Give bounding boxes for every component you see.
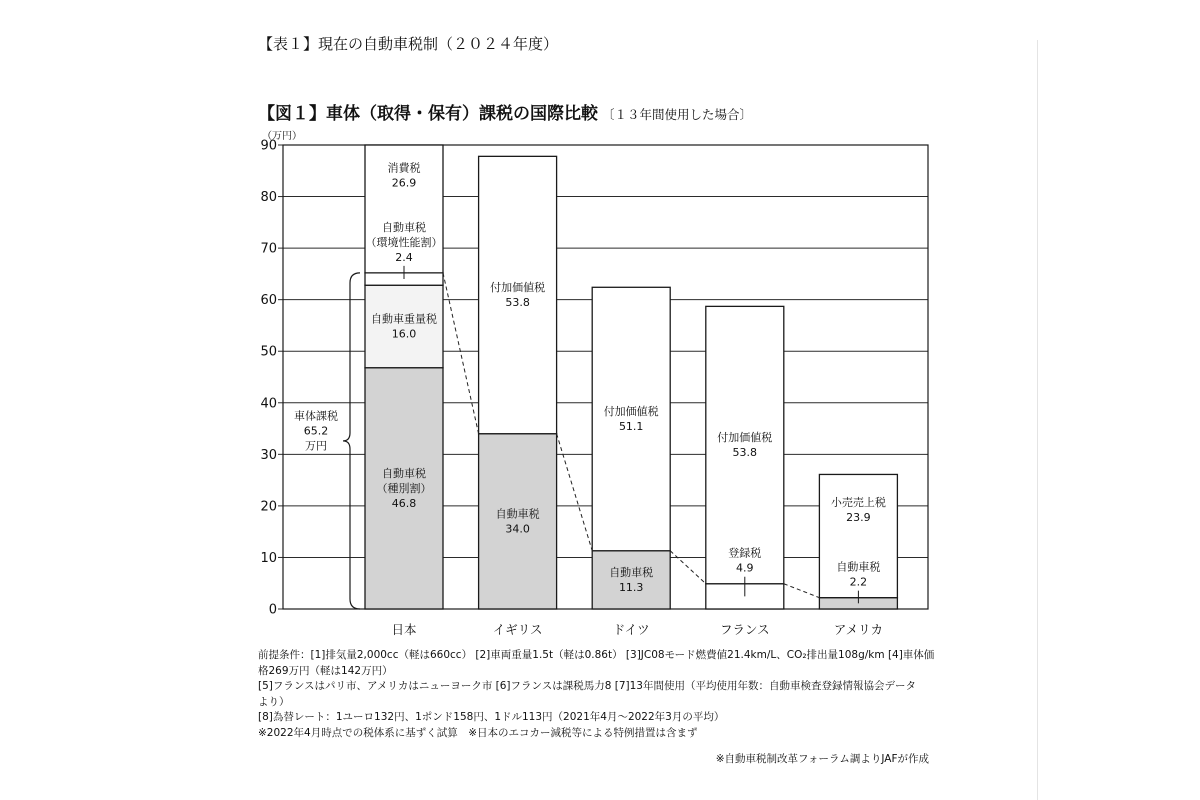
segment-label: 自動車税 [382,466,426,480]
figure-subtitle: 〔１３年間使用した場合〕 [602,107,753,122]
segment-label: 自動車税 [609,565,654,579]
segment-label: 51.1 [618,420,644,434]
segment-label: 登録税 [728,546,762,560]
bar-segment [479,434,557,609]
source-credit: ※自動車税制改革フォーラム調よりJAFが作成 [715,753,929,765]
figure-title-text: 【図１】車体（取得・保有）課税の国際比較 [258,104,598,124]
bracket-label: 65.2 [303,424,329,438]
bar-segment [592,287,670,550]
connector-line [670,551,706,584]
footnotes [258,648,934,741]
footnote-line: より） [258,695,290,708]
segment-label: 46.8 [391,496,417,510]
bar-segment [592,551,670,609]
y-axis-unit-label: （万円） [262,131,302,142]
x-tick-label: 日本 [391,622,417,637]
segment-label: 付加価値税 [717,431,773,445]
segment-label: 34.0 [505,522,530,536]
y-tick-label: 90 [260,138,277,154]
connector-line [443,273,479,434]
segment-label: 自動車税 [382,220,426,234]
x-tick-label: ドイツ [612,622,650,637]
segment-label: 4.9 [736,561,754,575]
x-tick-label: イギリス [492,622,543,637]
bar-segment [479,156,557,433]
segment-label: 2.4 [395,250,413,264]
bracket [343,273,360,609]
y-tick-label: 70 [260,241,277,257]
segment-label: 2.2 [849,575,868,589]
footnote-line: ※2022年4月時点での税体系に基ずく試算 ※日本のエコカー減税等による特例措置は含まず [258,726,698,739]
y-tick-label: 40 [260,396,277,412]
y-tick-label: 20 [260,499,277,515]
x-tick-label: アメリカ [833,622,883,637]
segment-label: 自動車税 [495,507,540,521]
y-tick-label: 30 [260,447,277,463]
segment-label: 53.8 [732,446,758,460]
y-tick-label: 50 [260,344,277,360]
segment-label: 自動車税 [836,560,881,574]
segment-label: （環境性能割） [365,235,443,249]
segment-label: 26.9 [391,176,417,190]
segment-label: 16.0 [391,327,417,341]
segment-label: 付加価値税 [603,405,659,419]
segment-label: 消費税 [387,161,421,175]
y-tick-label: 60 [260,293,277,309]
footnote-line: [8]為替レート：1ユーロ132円、1ポンド158円、1ドル113円（2021年4月〜2022年3月の平均） [258,711,725,723]
segment-label: 53.8 [505,296,530,310]
segment-label: 自動車重量税 [371,312,437,326]
table-title: 【表１】現在の自動車税制（２０２４年度） [258,35,559,53]
bracket-label: 万円 [305,439,327,453]
connector-line [557,434,593,551]
y-tick-label: 80 [260,190,277,206]
segment-label: 23.9 [846,511,871,525]
segment-label: 11.3 [618,580,644,594]
y-tick-label: 0 [268,602,277,618]
bar-segment [706,306,784,583]
segment-label: （種別割） [376,481,432,495]
footnote-line: 前提条件：[1]排気量2,000cc（軽は660cc） [2]車両重量1.5t（軽は0.86t） [3]JC08モード燃費値21.4km/L、CO₂排出量108g/km [4]車体価 [258,649,935,661]
bar-segment [365,285,443,367]
segment-label: 付加価値税 [490,281,546,295]
bracket-label: 車体課税 [294,409,338,423]
segment-label: 小売売上税 [830,496,886,510]
footnote-line: [5]フランスはパリ市、アメリカはニューヨーク市 [6]フランスは課税馬力8 [7]13年間使用（平均使用年数：自動車検査登録情報協会データ [258,680,916,692]
connector-line [784,584,820,598]
y-tick-label: 10 [260,550,277,566]
x-tick-label: フランス [719,622,770,637]
footnote-line: 格269万円（軽は142万円） [258,664,393,677]
